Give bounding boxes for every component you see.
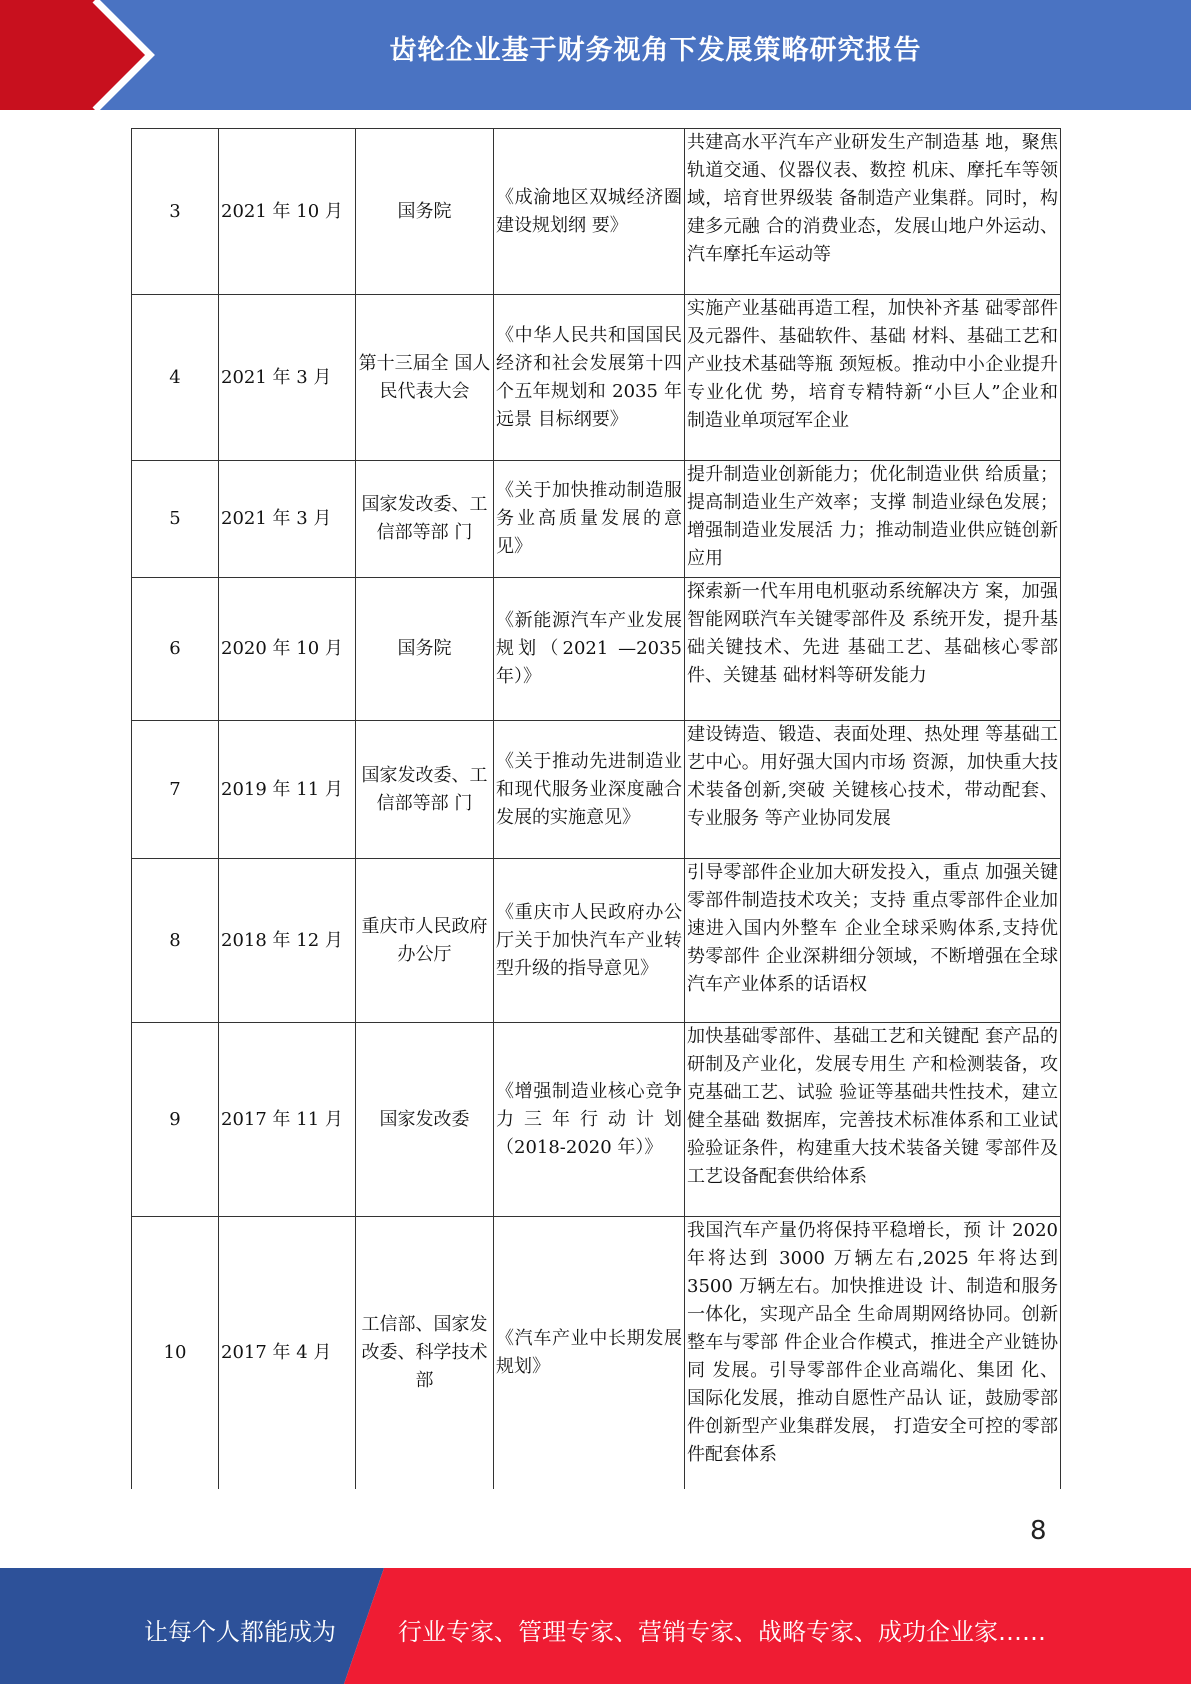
row-document: 《重庆市人民政府办公厅关于加快汽车产业转型升级的指导意见》 xyxy=(494,859,685,1023)
row-date: 2017 年 11 月 xyxy=(219,1023,356,1217)
table-row xyxy=(132,129,1061,295)
row-organization: 重庆市人民政府办公厅 xyxy=(356,859,494,1023)
table-row xyxy=(132,721,1061,859)
row-date: 2021 年 3 月 xyxy=(219,295,356,461)
row-organization: 第十三届全 国人民代表大会 xyxy=(356,295,494,461)
row-content: 我国汽车产量仍将保持平稳增长，预 计 2020 年将达到 3000 万辆左右,2025 年将达到 3500 万辆左右。加快推进设 计、制造和服务一体化，实现产品全 生命周期网络协同。创新整车与零部 件企业合作模式，推进全产业链协同 发展。引导零部件企业高端化、集团 化、国际化发展，推动自愿性产品认 证，鼓励零部件创新型产业集群发展， 打造安全可控的零部件配套体系 xyxy=(685,1217,1061,1489)
row-organization: 工信部、国家发改委、科学技术部 xyxy=(356,1217,494,1489)
row-document: 《汽车产业中长期发展规划》 xyxy=(494,1217,685,1489)
row-organization: 国家发改委、工信部等部 门 xyxy=(356,721,494,859)
policy-table xyxy=(131,128,1060,1489)
page-number: 8 xyxy=(1030,1516,1047,1546)
table-row xyxy=(132,461,1061,578)
row-document: 《中华人民共和国国民经济和社会发展第十四个五年规划和 2035 年远景 目标纲要》 xyxy=(494,295,685,461)
row-content: 共建高水平汽车产业研发生产制造基 地，聚焦轨道交通、仪器仪表、数控 机床、摩托车等领域，培育世界级装 备制造产业集群。同时，构建多元融 合的消费业态，发展山地户外运动、 汽车摩托车运动等 xyxy=(685,129,1061,295)
footer-slogan-right: 行业专家、管理专家、营销专家、战略专家、成功企业家…… xyxy=(398,1618,1046,1646)
row-index: 10 xyxy=(132,1217,219,1489)
row-content: 实施产业基础再造工程，加快补齐基 础零部件及元器件、基础软件、基础 材料、基础工艺和产业技术基础等瓶 颈短板。推动中小企业提升专业化优 势，培育专精特新“小巨人”企业和 制造业单项冠军企业 xyxy=(685,295,1061,461)
row-index: 3 xyxy=(132,129,219,295)
footer-slogan-left: 让每个人都能成为 xyxy=(144,1618,336,1646)
row-organization: 国家发改委 xyxy=(356,1023,494,1217)
row-content: 探索新一代车用电机驱动系统解决方 案，加强智能网联汽车关键零部件及 系统开发，提升基础关键技术、先进 基础工艺、基础核心零部件、关键基 础材料等研发能力 xyxy=(685,578,1061,721)
row-organization: 国务院 xyxy=(356,129,494,295)
row-document: 《新能源汽车产业发展规划（2021 —2035 年）》 xyxy=(494,578,685,721)
row-content: 建设铸造、锻造、表面处理、热处理 等基础工艺中心。用好强大国内市场 资源，加快重大技术装备创新,突破 关键核心技术，带动配套、专业服务 等产业协同发展 xyxy=(685,721,1061,859)
row-date: 2021 年 10 月 xyxy=(219,129,356,295)
row-document: 《增强制造业核心竞争力三年行动计划（2018-2020 年）》 xyxy=(494,1023,685,1217)
page-header xyxy=(0,0,1191,110)
row-date: 2017 年 4 月 xyxy=(219,1217,356,1489)
row-document: 《关于加快推动制造服务业高质量发展的意见》 xyxy=(494,461,685,578)
row-index: 5 xyxy=(132,461,219,578)
table-row xyxy=(132,295,1061,461)
row-organization: 国务院 xyxy=(356,578,494,721)
row-content: 提升制造业创新能力；优化制造业供 给质量；提高制造业生产效率；支撑 制造业绿色发展；增强制造业发展活 力；推动制造业供应链创新应用 xyxy=(685,461,1061,578)
page-footer xyxy=(0,1568,1191,1684)
row-content: 加快基础零部件、基础工艺和关键配 套产品的研制及产业化，发展专用生 产和检测装备，攻克基础工艺、试验 验证等基础共性技术，建立健全基础 数据库，完善技术标准体系和工业试 验验证条件，构建重大技术装备关键 零部件及工艺设备配套供给体系 xyxy=(685,1023,1061,1217)
row-index: 7 xyxy=(132,721,219,859)
row-content: 引导零部件企业加大研发投入，重点 加强关键零部件制造技术攻关；支持 重点零部件企业加速进入国内外整车 企业全球采购体系,支持优势零部件 企业深耕细分领域，不断增强在全球 汽车产业体系的话语权 xyxy=(685,859,1061,1023)
header-title: 齿轮企业基于财务视角下发展策略研究报告 xyxy=(389,35,922,66)
row-date: 2018 年 12 月 xyxy=(219,859,356,1023)
table-row xyxy=(132,578,1061,721)
table-row xyxy=(132,1023,1061,1217)
row-index: 6 xyxy=(132,578,219,721)
row-document: 《关于推动先进制造业和现代服务业深度融合发展的实施意见》 xyxy=(494,721,685,859)
row-organization: 国家发改委、工信部等部 门 xyxy=(356,461,494,578)
row-index: 4 xyxy=(132,295,219,461)
row-index: 9 xyxy=(132,1023,219,1217)
row-date: 2021 年 3 月 xyxy=(219,461,356,578)
row-date: 2020 年 10 月 xyxy=(219,578,356,721)
table-row xyxy=(132,859,1061,1023)
table-row xyxy=(132,1217,1061,1489)
row-document: 《成渝地区双城经济圈建设规划纲 要》 xyxy=(494,129,685,295)
row-index: 8 xyxy=(132,859,219,1023)
row-date: 2019 年 11 月 xyxy=(219,721,356,859)
